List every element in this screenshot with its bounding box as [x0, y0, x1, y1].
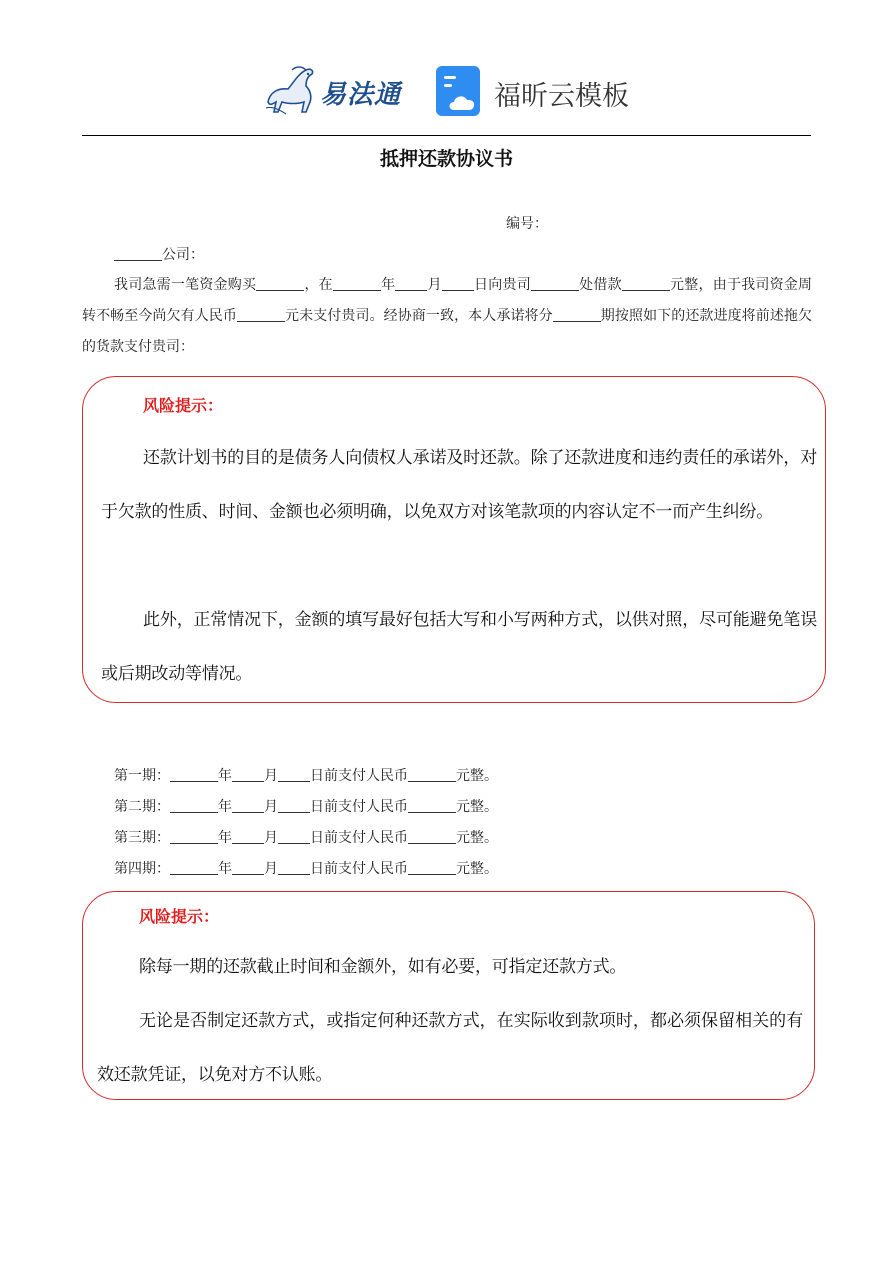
- installment-text: 日前支付人民币: [310, 768, 408, 784]
- installment-day-blank: [278, 767, 310, 782]
- installment-text: 元整。: [456, 861, 498, 877]
- installment-year-blank: [170, 860, 218, 875]
- installment-year-blank: [170, 798, 218, 813]
- installment-text: 年: [218, 799, 232, 815]
- installment-month-blank: [232, 798, 264, 813]
- salutation-suffix: 公司：: [162, 247, 204, 263]
- installment-text: 日前支付人民币: [310, 861, 408, 877]
- para-segment: 年: [380, 277, 396, 293]
- risk-note-paragraph: 此外，正常情况下，金额的填写最好包括大写和小写两种方式，以供对照，尽可能避免笔误或后期改动等情况。: [101, 610, 817, 684]
- installment-amount-blank: [408, 860, 456, 875]
- fuxin-logo-text: 福昕云模板: [494, 81, 629, 112]
- risk-note-box: [82, 376, 826, 703]
- para-segment: 期按照如下的还款进度将前述拖欠的货款支付贵司：: [82, 308, 813, 355]
- salutation: [114, 244, 204, 264]
- installment-year-blank: [170, 767, 218, 782]
- month-blank: [395, 276, 427, 291]
- company-name-blank: [114, 246, 162, 261]
- purchase-item-blank: [256, 276, 304, 291]
- installment-text: 月: [264, 768, 278, 784]
- risk-note-box: [82, 891, 815, 1100]
- para-segment: 处借款: [578, 277, 622, 293]
- installment-row: [114, 857, 498, 888]
- installment-text: 元整。: [456, 830, 498, 846]
- qilin-horse-icon: [262, 62, 322, 118]
- document-title: 抵押还款协议书: [379, 148, 513, 170]
- fuxin-cloud-doc-icon: [436, 66, 484, 118]
- installment-text: 年: [218, 861, 232, 877]
- agreement-paragraph: [82, 270, 812, 363]
- installment-day-blank: [278, 829, 310, 844]
- outstanding-amount-blank: [237, 307, 285, 322]
- installment-amount-blank: [408, 829, 456, 844]
- para-segment: 元未支付贵司。经协商一致，本人承诺将分: [284, 308, 553, 324]
- installment-label: 第一期：: [114, 768, 170, 784]
- installment-amount-blank: [408, 798, 456, 813]
- risk-note-title: 风险提示：: [143, 396, 224, 415]
- para-segment: ，在: [304, 277, 333, 293]
- installment-schedule: [114, 764, 498, 888]
- year-blank: [333, 276, 381, 291]
- installment-text: 日前支付人民币: [310, 830, 408, 846]
- para-segment: 元整，由于我司资金周转不畅至今尚欠有人民币: [82, 277, 813, 324]
- para-segment: 月: [427, 277, 442, 293]
- installment-text: 年: [218, 768, 232, 784]
- risk-note-title: 风险提示：: [139, 907, 220, 926]
- installment-count-blank: [553, 307, 601, 322]
- para-segment: 日向贵司: [473, 277, 531, 293]
- installment-month-blank: [232, 767, 264, 782]
- installment-text: 月: [264, 799, 278, 815]
- installment-amount-blank: [408, 767, 456, 782]
- loan-amount-blank: [622, 276, 670, 291]
- risk-note-paragraph: 除每一期的还款截止时间和金额外，如有必要，可指定还款方式。: [139, 957, 627, 977]
- installment-month-blank: [232, 860, 264, 875]
- installment-text: 年: [218, 830, 232, 846]
- installment-text: 月: [264, 861, 278, 877]
- installment-row: [114, 795, 498, 826]
- installment-year-blank: [170, 829, 218, 844]
- risk-note-paragraph: 无论是否制定还款方式，或指定何种还款方式，在实际收到款项时，都必须保留相关的有效还款凭证，以免对方不认账。: [97, 1011, 803, 1085]
- yifatong-logo-text: 易法通: [320, 80, 402, 110]
- installment-day-blank: [278, 798, 310, 813]
- day-blank: [442, 276, 474, 291]
- installment-label: 第四期：: [114, 861, 170, 877]
- installment-text: 日前支付人民币: [310, 799, 408, 815]
- installment-label: 第三期：: [114, 830, 170, 846]
- installment-text: 月: [264, 830, 278, 846]
- installment-text: 元整。: [456, 768, 498, 784]
- risk-note-paragraph: 还款计划书的目的是债务人向债权人承诺及时还款。除了还款进度和违约责任的承诺外，对于欠款的性质、时间、金额也必须明确，以免双方对该笔款项的内容认定不一而产生纠纷。: [101, 448, 817, 522]
- branch-blank: [531, 276, 579, 291]
- yifatong-logo: [262, 62, 412, 118]
- installment-day-blank: [278, 860, 310, 875]
- installment-text: 元整。: [456, 799, 498, 815]
- installment-row: [114, 826, 498, 857]
- installment-month-blank: [232, 829, 264, 844]
- installment-row: [114, 764, 498, 795]
- serial-number-label: 编号：: [506, 216, 548, 232]
- header-divider: [82, 135, 811, 136]
- installment-label: 第二期：: [114, 799, 170, 815]
- para-segment: 我司急需一笔资金购买: [114, 277, 257, 293]
